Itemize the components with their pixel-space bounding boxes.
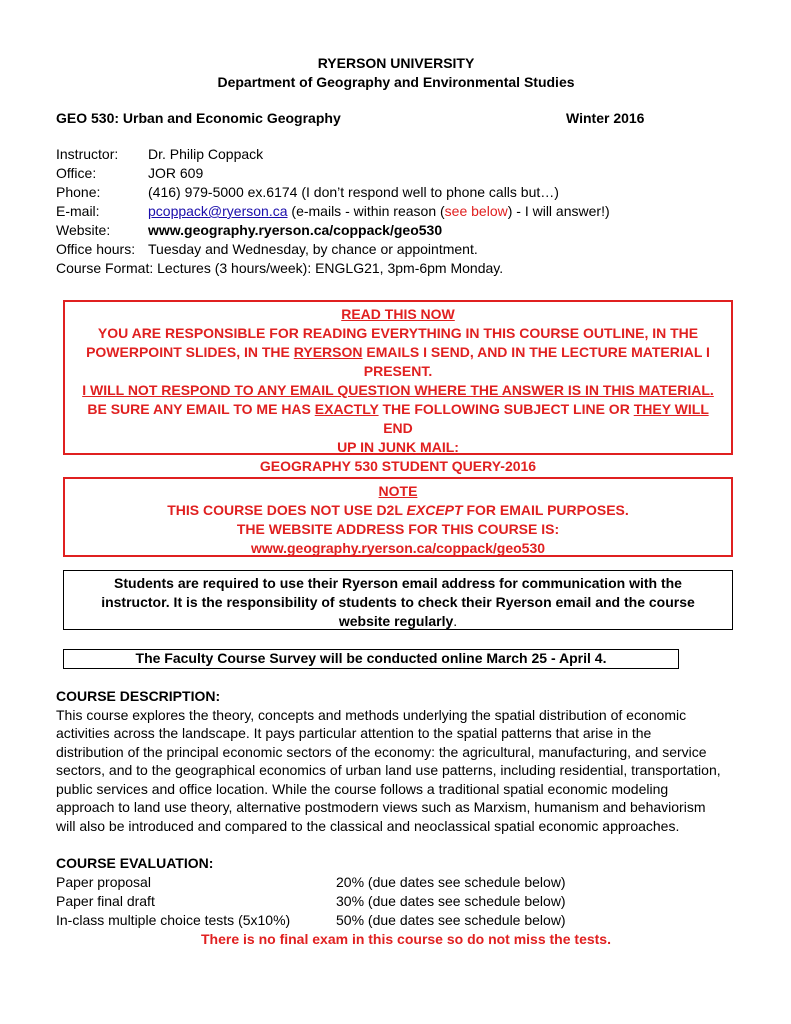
phone-row — [56, 183, 736, 202]
read-box-text: END — [383, 420, 413, 436]
note-box-text: FOR EMAIL PURPOSES. — [462, 502, 629, 518]
evaluation-value: 50% (due dates see schedule below) — [336, 911, 566, 928]
student-box-text: website regularly — [338, 613, 454, 629]
read-box-line — [71, 400, 725, 438]
description-line: sectors, and to the geographical economics of urban land use patterns, including residential, transportation, — [56, 762, 721, 778]
no-final-exam-note: There is no final exam in this course so do not miss the tests. — [201, 930, 611, 947]
read-box-text: BE SURE ANY EMAIL TO ME HAS — [87, 401, 315, 417]
phone-value: (416) 979-5000 ex.6174 (I don’t respond well to phone calls but…) — [148, 184, 559, 200]
student-box-period: . — [453, 613, 458, 629]
read-this-now-box — [63, 300, 733, 474]
evaluation-value: 30% (due dates see schedule below) — [336, 892, 566, 909]
instructor-info — [56, 145, 736, 278]
read-box-they-will: THEY WILL — [633, 401, 709, 417]
read-box-text: EMAILS I SEND, AND IN THE LECTURE MATERIAL I — [362, 344, 710, 360]
description-line: public services and office location. While the course follows a traditional spatial economic modeling — [56, 780, 669, 797]
email-label: E-mail: — [56, 203, 100, 219]
student-box-text: . It is the responsibility of students to check their Ryerson email and the course — [165, 594, 695, 610]
note-box-line: THE WEBSITE ADDRESS FOR THIS COURSE IS: — [236, 521, 560, 537]
email-note-b: ) - I will answer!) — [507, 203, 610, 219]
student-box-line — [70, 612, 726, 631]
note-box-website: www.geography.ryerson.ca/coppack/geo530 — [250, 540, 546, 556]
description-line: activities across the landscape. It pays particular attention to the spatial patterns that arise in the — [56, 725, 652, 741]
course-format-text: Course Format: Lectures (3 hours/week): ENGLG21, 3pm-6pm Monday. — [56, 260, 504, 276]
evaluation-row — [56, 873, 736, 892]
description-line: will also be introduced and compared to the classical and neoclassical spatial economic approaches. — [56, 817, 680, 834]
course-evaluation-section — [56, 854, 736, 948]
read-box-subject-line: GEOGRAPHY 530 STUDENT QUERY-2016 — [259, 458, 537, 474]
read-box-title: READ THIS NOW — [341, 306, 455, 322]
course-description-section — [56, 687, 736, 835]
student-box-line: Students are required to use their Ryerson email address for communication with the — [114, 575, 682, 591]
email-see-below: see below — [444, 203, 508, 219]
email-note-a: (e-mails - within reason ( — [287, 203, 445, 219]
website-value: www.geography.ryerson.ca/coppack/geo530 — [148, 222, 443, 238]
office-hours-row — [56, 240, 736, 259]
read-box-line: I WILL NOT RESPOND TO ANY EMAIL QUESTION WHERE THE ANSWER IS IN THIS MATERIAL. — [82, 382, 714, 398]
description-line: This course explores the theory, concepts and methods underlying the spatial distribution of economic — [56, 706, 687, 723]
student-box-line — [70, 593, 726, 612]
course-description-heading: COURSE DESCRIPTION: — [56, 688, 221, 704]
read-box-ryerson: RYERSON — [293, 344, 363, 360]
evaluation-item: Paper proposal — [56, 873, 151, 890]
course-evaluation-heading: COURSE EVALUATION: — [56, 855, 214, 871]
email-row — [56, 202, 736, 221]
office-hours-label: Office hours: — [56, 241, 136, 257]
read-box-text: POWERPOINT SLIDES, IN THE — [86, 344, 294, 360]
course-title-row — [56, 109, 736, 128]
read-box-line: PRESENT. — [363, 363, 433, 379]
instructor-value: Dr. Philip Coppack — [148, 146, 264, 162]
department-name: Department of Geography and Environmental Studies — [217, 73, 575, 90]
read-box-line: YOU ARE RESPONSIBLE FOR READING EVERYTHING IN THIS COURSE OUTLINE, IN THE — [97, 325, 699, 341]
phone-label: Phone: — [56, 184, 101, 200]
office-value: JOR 609 — [148, 165, 204, 181]
office-label: Office: — [56, 165, 97, 181]
course-format-row — [56, 259, 736, 278]
note-box-except: EXCEPT — [406, 502, 463, 518]
note-box-title: NOTE — [378, 483, 418, 499]
website-label: Website: — [56, 222, 111, 238]
office-hours-value: Tuesday and Wednesday, by chance or appointment. — [148, 241, 478, 257]
note-box-text: THIS COURSE DOES NOT USE D2L — [167, 502, 407, 518]
instructor-label: Instructor: — [56, 146, 119, 162]
email-link[interactable]: pcoppack@ryerson.ca — [148, 203, 288, 219]
course-term: Winter 2016 — [566, 110, 645, 126]
evaluation-item: In-class multiple choice tests (5x10%) — [56, 911, 291, 928]
note-box-line — [71, 501, 725, 520]
course-title: GEO 530: Urban and Economic Geography — [56, 110, 341, 126]
description-line: approach to land use theory, alternative postmodern views such as Marxism, humanism and behaviorism — [56, 799, 706, 815]
instructor-row — [56, 145, 736, 164]
evaluation-value: 20% (due dates see schedule below) — [336, 873, 566, 890]
evaluation-row — [56, 892, 736, 911]
read-box-line — [71, 343, 725, 362]
university-name: RYERSON UNIVERSITY — [317, 55, 475, 71]
read-box-exactly: EXACTLY — [314, 401, 379, 417]
read-box-text: THE FOLLOWING SUBJECT LINE OR — [378, 401, 634, 417]
office-row — [56, 164, 736, 183]
faculty-survey-box: The Faculty Course Survey will be conducted online March 25 - April 4. — [63, 649, 679, 669]
student-box-text: instructor — [101, 594, 166, 610]
student-email-box — [63, 570, 733, 630]
website-row — [56, 221, 736, 240]
evaluation-row — [56, 911, 736, 930]
description-line: distribution of the principal economic sectors of the economy: the agricultural, manufacturing, and service — [56, 743, 707, 760]
read-box-line: UP IN JUNK MAIL: — [337, 439, 459, 455]
evaluation-item: Paper final draft — [56, 892, 155, 909]
note-box — [63, 477, 733, 557]
course-outline-page — [56, 54, 736, 947]
email-value — [148, 202, 610, 221]
